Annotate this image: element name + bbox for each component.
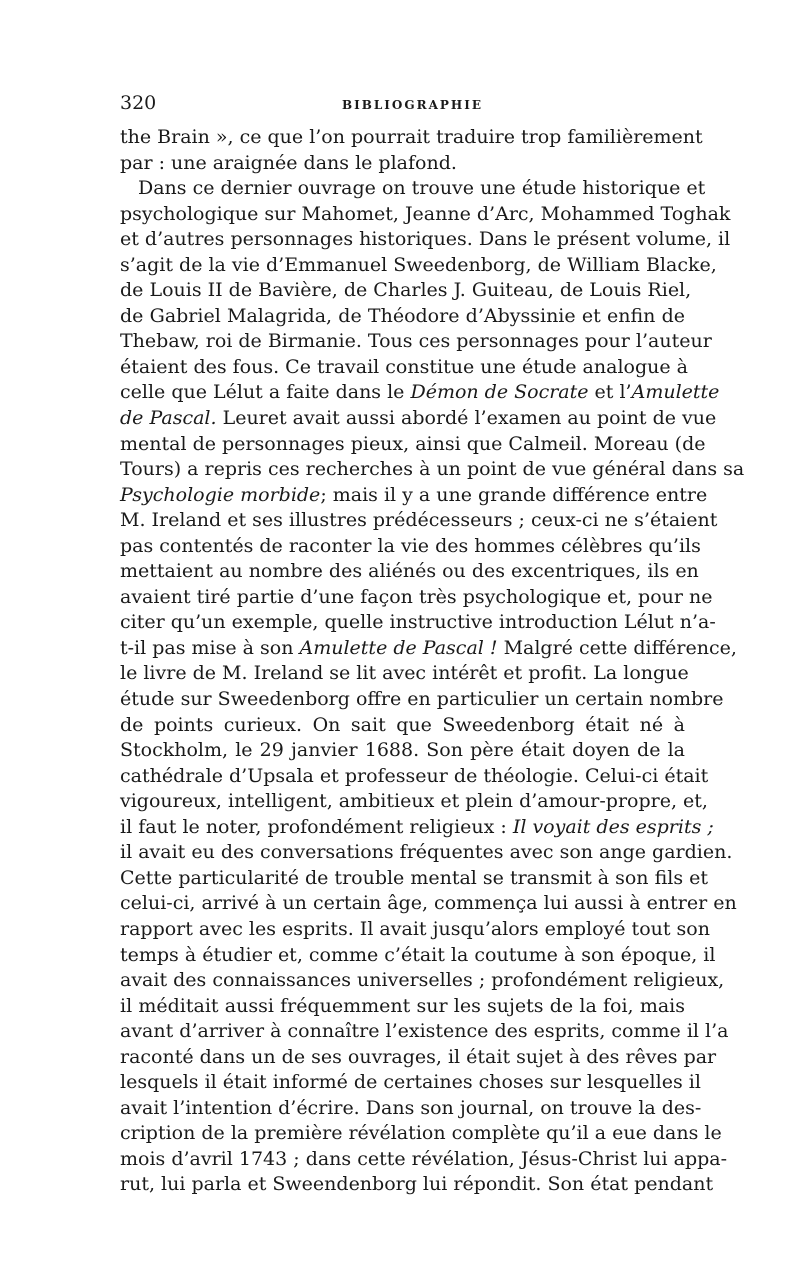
text-line [120,943,716,969]
text-run: M. Ireland et ses illustres prédécesseurs ; ceux-ci ne s’étaient [120,509,718,532]
text-line [120,610,716,636]
text-line [120,534,701,560]
body-text [120,125,745,1198]
text-line [120,1096,702,1122]
text-run: the Brain », ce que l’on pourrait traduire trop familièrement [120,126,703,148]
text-line [120,994,685,1020]
text-line [120,202,731,228]
text-line [120,1147,728,1173]
text-run: il méditait aussi fréquemment sur les sujets de la foi, mais [120,994,685,1017]
text-run: pas contentés de raconter la vie des hommes célèbres qu’ils [120,534,701,557]
text-line [120,380,720,406]
text-run: et d’autres personnages historiques. Dans le présent volume, il [120,228,731,251]
text-run: ; mais il y a une grande différence entre [320,483,708,506]
text-run: avant d’arriver à connaître l’existence des esprits, comme il l’a [120,1020,729,1043]
text-run: vigoureux, intelligent, ambitieux et plein d’amour-propre, et, [120,790,708,813]
text-run: Thebaw, roi de Birmanie. Tous ces personnages pour l’auteur [120,330,712,353]
text-line [120,304,685,330]
text-run: Stockholm, le 29 janvier 1688. Son père était doyen de la [120,739,685,762]
text-run: Leuret avait aussi abordé l’examen au point de vue [216,407,717,430]
page-number: 320 [120,92,157,114]
text-run: par : une araignée dans le plafond. [120,151,457,174]
text-run: Malgré cette différence, [497,636,737,659]
text-run: rut, lui parla et Sweendenborg lui répondit. Son état pendant [120,1173,714,1196]
italic-title: Il voyait des esprits ; [512,815,714,838]
text-run: temps à étudier et, comme c’était la coutume à son époque, il [120,943,716,966]
text-run: de points curieux. On sait que Sweedenborg était né à [120,713,685,736]
text-run: s’agit de la vie d’Emmanuel Sweedenborg, de William Blacke, [120,253,717,276]
text-line [120,151,685,177]
text-run: psychologique sur Mahomet, Jeanne d’Arc, Mohammed Toghak [120,202,731,225]
text-line [120,508,718,534]
text-run: de Louis II de Bavière, de Charles J. Guiteau, de Louis Riel, [120,279,692,302]
text-run: il faut le noter, profondément religieux : [120,815,513,838]
italic-title: Amulette de Pascal ! [299,636,498,659]
text-run: rapport avec les esprits. Il avait jusqu’alors employé tout son [120,917,710,940]
text-line [120,483,708,509]
text-line [120,278,692,304]
text-line [120,866,709,892]
text-run: celle que Lélut a faite dans le [120,381,411,404]
text-run: mettaient au nombre des aliénés ou des excentriques, ils en [120,560,699,583]
italic-title: de Pascal. [120,407,217,430]
text-run: mois d’avril 1743 ; dans cette révélation, Jésus-Christ lui appa- [120,1147,728,1170]
italic-title: Démon de Socrate [410,381,589,404]
text-line [120,968,725,994]
text-run: étaient des fous. Ce travail constitue une étude analogue à [120,355,688,378]
text-line [120,764,709,790]
text-line [120,917,710,943]
text-line [120,253,717,279]
text-line [120,1121,722,1147]
text-run: raconté dans un de ses ouvrages, il était sujet à des rêves par [120,1045,717,1068]
text-line [120,661,689,687]
text-line [120,559,699,585]
text-run: cription de la première révélation complète qu’il a eue dans le [120,1122,722,1145]
text-run: Dans ce dernier ouvrage on trouve une étude historique et [138,177,706,200]
text-run: celui-ci, arrivé à un certain âge, commença lui aussi à entrer en [120,892,737,915]
text-run: lesquels il était informé de certaines choses sur lesquelles il [120,1071,701,1094]
italic-title: Psychologie morbide [120,483,321,506]
text-line [120,125,703,151]
text-line [120,1019,729,1045]
text-run: mental de personnages pieux, ainsi que Calmeil. Moreau (de [120,432,706,455]
italic-title: Amulette [631,381,720,404]
text-run: cathédrale d’Upsala et professeur de théologie. Celui-ci était [120,764,709,787]
text-line [120,432,706,458]
text-run: citer qu’un exemple, quelle instructive introduction Lélut n’a- [120,611,716,634]
text-line [120,585,713,611]
text-run: t-il pas mise à son [120,636,300,659]
running-head [120,88,685,118]
text-line [120,636,737,662]
text-run: et l’ [588,381,632,404]
text-line [120,457,745,483]
text-line [120,176,706,202]
text-line [120,687,724,713]
running-title: BIBLIOGRAPHIE [341,98,484,112]
text-line [120,329,712,355]
text-run: Tours) a repris ces recherches à un point de vue général dans sa [120,458,745,481]
text-line [120,815,714,841]
text-run: le livre de M. Ireland se lit avec intérêt et profit. La longue [120,662,689,685]
text-line [120,840,733,866]
text-run: de Gabriel Malagrida, de Théodore d’Abyssinie et enfin de [120,304,685,327]
text-run: Cette particularité de trouble mental se transmit à son fils et [120,866,709,889]
text-line [120,891,737,917]
text-line [120,227,731,253]
text-line [120,1045,717,1071]
text-run: avait des connaissances universelles ; profondément religieux, [120,969,725,992]
text-line [120,406,717,432]
text-run: avaient tiré partie d’une façon très psychologique et, pour ne [120,585,713,608]
text-run: il avait eu des conversations fréquentes avec son ange gardien. [120,841,733,864]
text-line [120,789,708,815]
text-line [120,1172,714,1198]
text-line [120,1070,701,1096]
text-run: étude sur Sweedenborg offre en particulier un certain nombre [120,688,724,711]
text-line [120,713,685,739]
text-line [120,355,688,381]
text-line [120,738,685,764]
text-run: avait l’intention d’écrire. Dans son journal, on trouve la des- [120,1096,702,1119]
